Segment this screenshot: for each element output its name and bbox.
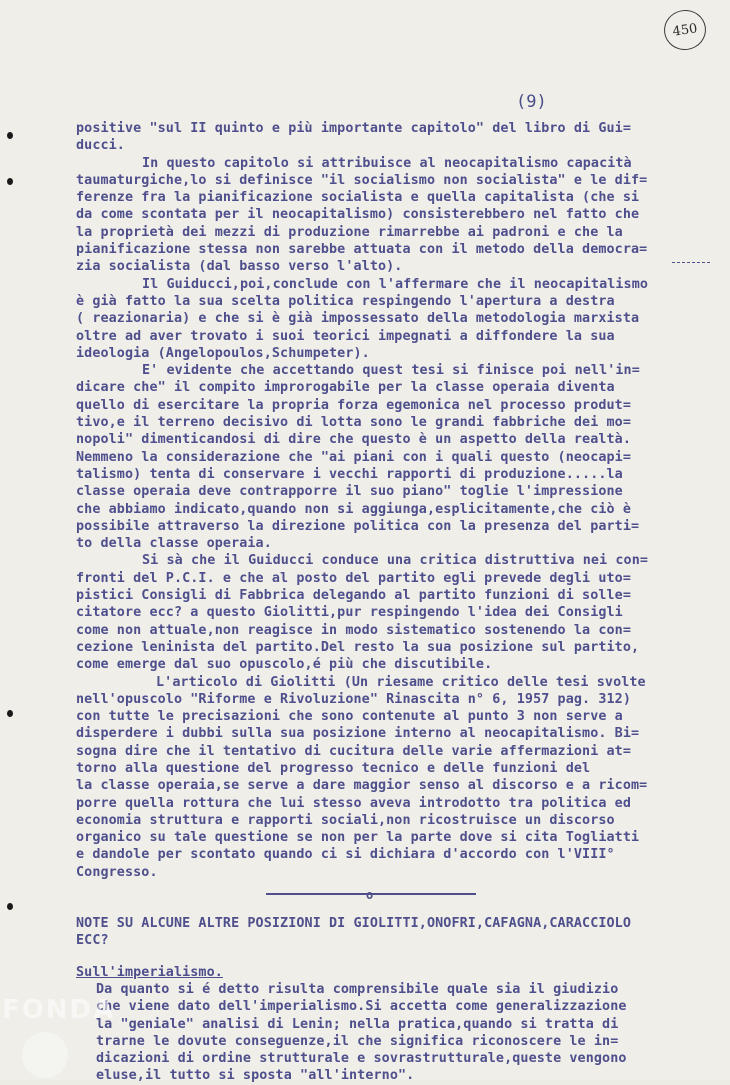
page-number: (9) <box>516 92 547 112</box>
text-line: quello di esercitare la propria forza egemonica nel processo produt= <box>76 397 632 413</box>
text-line: ideologia (Angelopoulos,Schumpeter). <box>76 345 370 361</box>
text-line: che abbiamo indicato,quando non si aggiunga,esplicitamente,che ciò è <box>76 501 632 517</box>
text-line: tivo,e il terreno decisivo di lotta sono le grandi fabbriche dei mo= <box>76 415 632 431</box>
text-line: organico su tale questione se non per la parte dove si cita Togliatti <box>76 830 640 846</box>
text-line: con tutte le precisazioni che sono contenute al punto 3 non serve a <box>76 709 623 725</box>
text-line: E' evidente che accettando quest tesi si finisce poi nell'in= <box>142 363 640 379</box>
text-line: L'articolo di Giolitti (Un riesame critico delle tesi svolte <box>156 674 646 690</box>
text-line: classe operaia deve contrapporre il suo piano" toglie l'impressione <box>76 484 623 500</box>
text-line: torno alla questione del progresso tecnico e delle funzioni del <box>76 760 591 776</box>
watermark-text: FONDA <box>2 995 116 1025</box>
text-line: economia struttura e rapporti sociali,non ricostruisce un discorso <box>76 812 615 828</box>
text-line: dicazioni di ordine strutturale e sovrastrutturale,queste vengono <box>96 1051 627 1067</box>
text-line: Da quanto si é detto risulta comprensibile quale sia il giudizio <box>96 981 619 997</box>
text-line: Congresso. <box>76 864 158 880</box>
text-line: la proprietà dei mezzi di produzione rimarrebbe ai padroni e che la <box>76 224 623 240</box>
text-line: to della classe operaia. <box>76 536 272 552</box>
stamp-number: 450 <box>671 20 699 40</box>
watermark-logo <box>22 1032 68 1078</box>
text-line: nell'opuscolo "Riforme e Rivoluzione" Rinascita n° 6, 1957 pag. 312) <box>76 691 632 707</box>
text-line: positive "sul II quinto e più importante capitolo" del libro di Gui= <box>76 121 632 136</box>
text-line: possibile attraverso la direzione politica con la presenza del parti= <box>76 518 640 534</box>
text-line: porre quella rottura che lui stesso aveva introdotto tra politica ed <box>76 795 632 811</box>
text-line: ducci. <box>76 138 125 154</box>
text-line: che viene dato dell'imperialismo.Si accetta come generalizzazione <box>96 999 627 1015</box>
text-line: fronti del P.C.I. e che al posto del partito egli prevede degli uto= <box>76 570 632 586</box>
text-line: pistici Consigli di Fabbrica delegando al partito funzioni di solle= <box>76 588 632 604</box>
text-line: zia socialista (dal basso verso l'alto). <box>76 259 403 275</box>
subsection-heading: Sull'imperialismo. <box>76 964 223 980</box>
text-line: citatore ecc? a questo Giolitti,pur respingendo l'idea dei Consigli <box>76 605 623 621</box>
text-line: la classe operaia,se serve a dare maggior senso al discorso e a ricom= <box>76 778 648 794</box>
text-line: taumaturgiche,lo si definisce "il socialismo non socialista" e le dif= <box>76 172 648 188</box>
text-line: è già fatto la sua scelta politica respingendo l'apertura a destra <box>76 293 615 309</box>
section-title-line: ECC? <box>76 933 109 949</box>
separator-mark: o <box>366 888 374 903</box>
text-line: talismo) tenta di conservare i vecchi rapporti di produzione.....la <box>76 466 623 482</box>
archive-page-stamp <box>661 7 708 52</box>
text-line: Si sà che il Guiducci conduce una critica distruttiva nei con= <box>142 553 649 569</box>
body-paragraphs <box>76 120 686 881</box>
text-line: Il Guiducci,poi,conclude con l'affermare che il neocapitalismo <box>142 276 649 292</box>
text-line: come non attuale,non reagisce in modo sistematico sostenendo la con= <box>76 622 632 638</box>
binder-hole-mark <box>7 903 13 910</box>
text-line: oltre ad aver trovato i suoi teorici impegnati a diffondere la sua <box>76 328 615 344</box>
text-line: eluse,il tutto si sposta "all'interno". <box>96 1068 415 1084</box>
text-line: Nemmeno la considerazione che "ai piani con i quali questo (neocapi= <box>76 449 632 465</box>
binder-hole-mark <box>7 132 13 139</box>
text-line: e dandole per scontato quando ci si dichiara d'accordo con l'VIII° <box>76 847 615 863</box>
text-line: ( reazionaria) e che si è già impossessato della metodologia marxista <box>76 311 640 327</box>
binder-hole-mark <box>7 178 13 185</box>
section-paragraph <box>76 981 686 1085</box>
text-line: ferenze fra la pianificazione socialista e quella capitalista (che si <box>76 190 640 206</box>
text-line: sogna dire che il tentativo di cucitura delle varie affermazioni at= <box>76 743 632 759</box>
text-line: dicare che" il compito improrogabile per la classe operaia diventa <box>76 380 615 396</box>
text-line: trarne le dovute conseguenze,il che significa riconoscere le in= <box>96 1033 619 1049</box>
text-line: da come scontata per il neocapitalismo) consisterebbero nel fatto che <box>76 207 640 223</box>
text-line: In questo capitolo si attribuisce al neocapitalismo capacità <box>142 155 632 171</box>
section-separator <box>76 881 686 909</box>
section-title-line: NOTE SU ALCUNE ALTRE POSIZIONI DI GIOLITTI,ONOFRI,CAFAGNA,CARACCIOLO <box>76 916 632 932</box>
text-line: disperdere i dubbi sulla sua posizione interno al neocapitalismo. Bi= <box>76 726 640 742</box>
text-line: nopoli" dimenticandosi di dire che questo è un aspetto della realtà. <box>76 432 632 448</box>
binder-hole-mark <box>7 710 13 717</box>
text-line: la "geniale" analisi di Lenin; nella pratica,quando si tratta di <box>96 1016 619 1032</box>
text-line: come emerge dal suo opuscolo,é più che discutibile. <box>76 657 493 673</box>
text-line: pianificazione stessa non sarebbe attuata con il metodo della democra= <box>76 242 648 258</box>
typed-text-body <box>76 120 686 1085</box>
text-line: cezione leninista del partito.Del resto la sua posizione sul partito, <box>76 639 640 655</box>
